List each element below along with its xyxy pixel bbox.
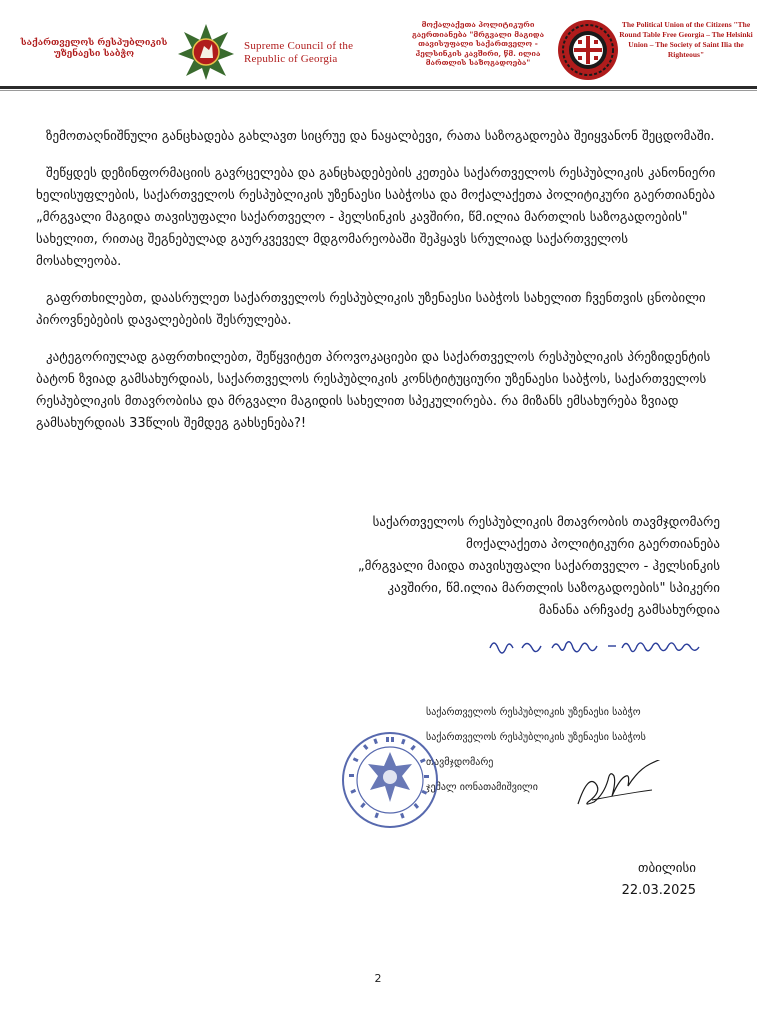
union-title-en: The Political Union of the Citizens "The Round Table Free Georgia – The Helsinki Union – The Society of Saint Ilia the Righteous" bbox=[619, 20, 753, 59]
statement-body bbox=[36, 126, 716, 450]
council-chair-name: ჯემალ იონათამიშვილი bbox=[426, 782, 538, 793]
council-line-2: საქართველოს რესპუბლიკის უზენაესი საბჭოს bbox=[426, 732, 646, 743]
paragraph-4: კატეგორიულად გაფრთხილებთ, შეწყვიტეთ პროვოკაციები და საქართველოს რესპუბლიკის პრეზიდენტის ბატონ ზვიად გამსახურდიას, საქართველოს რესპუბლიკის კონსტიტუციური უზენაესი საბჭოს, საქართველოს რესპუბლიკის მთავრობისა და მრგვალი მაგიდის სახელით სპეკულირება. რა მიზანს ემსახურება ზვიად გამსახურდიას 33წლის შემდეგ გახსენება?! bbox=[36, 350, 711, 431]
chairman-signature bbox=[572, 760, 692, 812]
paragraph-1: ზემოთაღნიშნული განცხადება გახლავთ სიცრუე და ნაყალბევი, რათა საზოგადოება შეიყვანონ შეცდომაში. bbox=[46, 129, 715, 144]
signatory-name: მანანა არჩვაძე გამსახურდია bbox=[538, 603, 720, 618]
council-line-1: საქართველოს რესპუბლიკის უზენაესი საბჭო bbox=[426, 707, 641, 718]
paragraph-2: შეწყდეს დეზინფორმაციის გავრცელება და განცხადებების კეთება საქართველოს რესპუბლიკის კანონიერი ხელისუფლების, საქართველოს რესპუბლიკის უზენაესი საბჭოსა და მოქალაქეთა პოლიტიკური გაერთიანება „მრგვალი მაგიდა თავისუფალი საქართველო - ჰელსინკის კავშირი, წმ.ილია მართლის საზოგადოების" სახელით, რითაც შეგნებულად გაურკვეველ მდგომარეობაში შეჰყავს სრულიად საქართველოს მოსახლეობა. bbox=[36, 166, 716, 269]
council-title-en: Supreme Council of the Republic of Georgia bbox=[244, 40, 354, 65]
paragraph-3: გაფრთხილებთ, დაასრულეთ საქართველოს რესპუბლიკის უზენაესი საბჭოს სახელით ჩვენთვის ცნობილი პიროვნებების დავალებების შესრულება. bbox=[36, 291, 706, 328]
signatory-line-3: „მრგვალი მაიდა თავისუფალი საქართველო - ჰელსინკის bbox=[357, 559, 720, 574]
header-divider bbox=[0, 86, 757, 92]
handwritten-name-signature bbox=[482, 630, 722, 658]
council-line-3: თავმჯდომარე bbox=[426, 757, 494, 768]
heraldic-star-emblem-icon bbox=[176, 22, 236, 82]
date: 22.03.2025 bbox=[621, 883, 696, 898]
signatory-line-2: მოქალაქეთა პოლიტიკური გაერთიანება bbox=[466, 537, 720, 552]
place: თბილისი bbox=[638, 861, 696, 876]
letterhead bbox=[0, 0, 757, 92]
council-title-ka: საქართველოს რესპუბლიკის უზენაესი საბჭო bbox=[20, 38, 168, 59]
signatory-line-1: საქართველოს რესპუბლიკის მთავრობის თავმჯდომარე bbox=[372, 515, 720, 530]
signatory-line-4: კავშირი, წმ.ილია მართლის საზოგადოების" სპიკერი bbox=[387, 581, 720, 596]
official-seal-stamp bbox=[340, 730, 440, 830]
round-table-logo-icon bbox=[556, 18, 620, 82]
signatory-block bbox=[240, 512, 720, 622]
union-title-ka: მოქალაქეთა პოლიტიკური გაერთიანება "მრგვალი მაგიდა თავისუფალი საქართველო - ჰელსინკის კავშირი, წმ. ილია მართლის საზოგადოება" bbox=[411, 20, 545, 67]
page-number: 2 bbox=[374, 972, 382, 985]
place-date bbox=[560, 858, 696, 902]
